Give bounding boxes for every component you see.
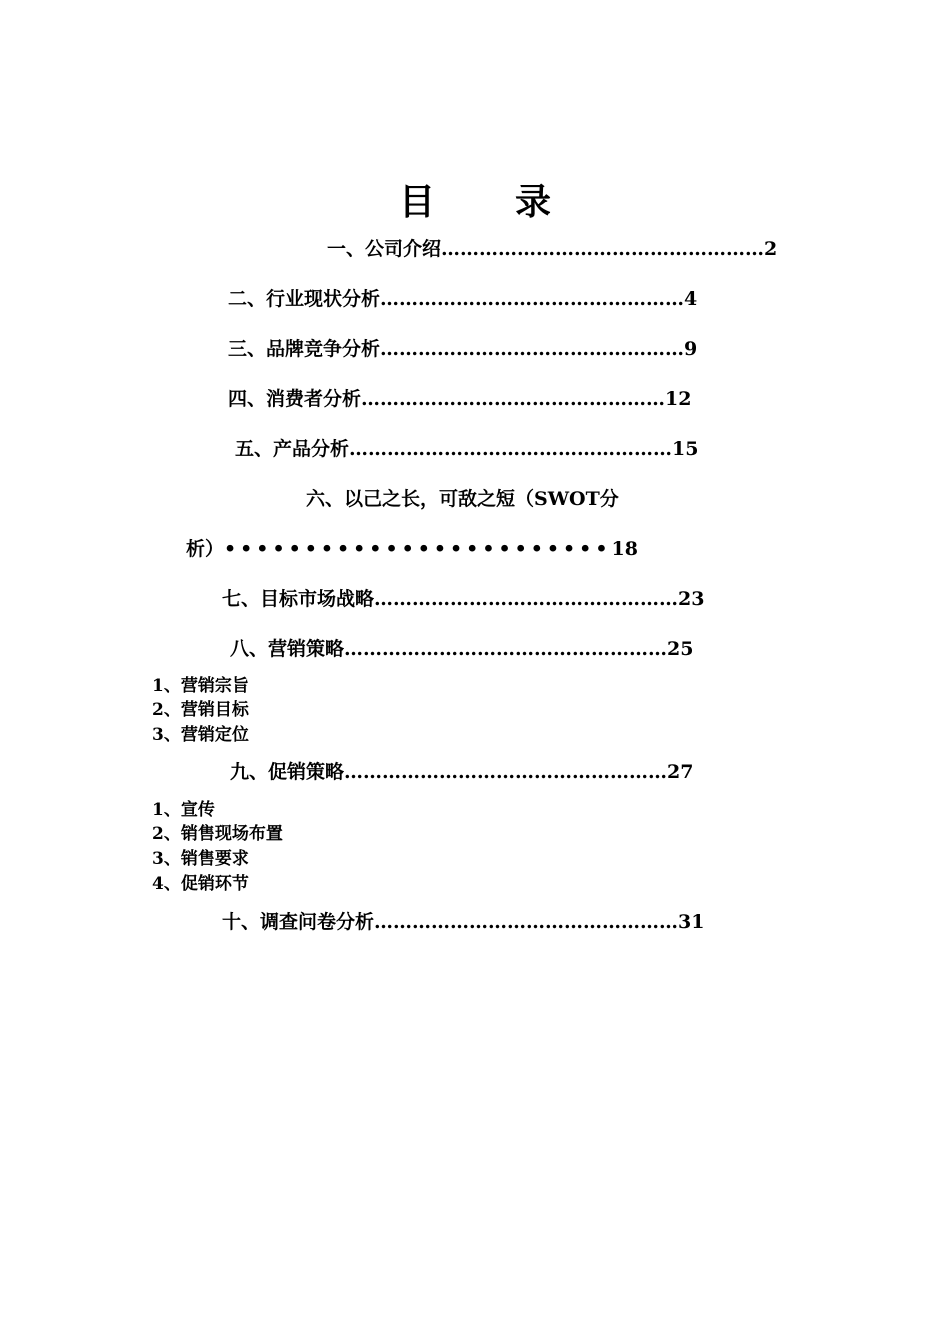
toc-page-number: 15 xyxy=(672,438,699,460)
toc-entry-label: 二、行业现状分析 xyxy=(228,288,381,310)
toc-leader: ………………………………………… xyxy=(374,911,679,933)
sub-item[interactable]: 4、促销环节 xyxy=(152,874,249,894)
toc-entry-label: 七、目标市场战略 xyxy=(222,588,375,610)
sub-item[interactable]: 1、宣传 xyxy=(152,800,215,820)
sub-item[interactable]: 3、销售要求 xyxy=(152,849,249,869)
title-char-1: 目 xyxy=(398,181,435,223)
toc-entry-label: 三、品牌竞争分析 xyxy=(228,338,381,360)
toc-entry-1[interactable] xyxy=(327,237,777,261)
toc-leader: …………………………………………… xyxy=(441,238,765,260)
toc-page-number: 31 xyxy=(678,911,705,933)
toc-entry-6-line-1[interactable] xyxy=(306,487,619,511)
toc-entry-2[interactable] xyxy=(228,287,697,311)
toc-entry-9[interactable] xyxy=(230,760,693,784)
toc-leader: …………………………………………… xyxy=(344,761,668,783)
sub-item[interactable]: 2、销售现场布置 xyxy=(152,824,283,844)
title-char-2: 录 xyxy=(515,181,552,223)
toc-leader: ………………………………………… xyxy=(380,288,685,310)
sub-item[interactable]: 2、营销目标 xyxy=(152,700,249,720)
toc-page-number: 12 xyxy=(665,388,692,410)
toc-page-number: 27 xyxy=(667,761,694,783)
toc-leader: ………………………………………… xyxy=(380,338,685,360)
toc-entry-4[interactable] xyxy=(228,387,691,411)
toc-entry-label: 八、营销策略 xyxy=(230,638,345,660)
toc-page-number: 25 xyxy=(667,638,694,660)
toc-entry-label: 十、调查问卷分析 xyxy=(222,911,375,933)
toc-leader: …………………………………………… xyxy=(344,638,668,660)
toc-page-number: 2 xyxy=(764,238,778,260)
toc-leader: ………………………………………… xyxy=(374,588,679,610)
toc-entry-label: 六、以己之长，可敌之短（SWOT分 xyxy=(306,488,619,510)
toc-title xyxy=(0,180,950,224)
toc-entry-8[interactable] xyxy=(230,637,693,661)
toc-entry-3[interactable] xyxy=(228,337,697,361)
toc-leader: …………………………………………… xyxy=(349,438,673,460)
toc-entry-label: 五、产品分析 xyxy=(235,438,350,460)
toc-entry-7[interactable] xyxy=(222,587,704,611)
toc-entry-label: 九、促销策略 xyxy=(230,761,345,783)
sub-item[interactable]: 3、营销定位 xyxy=(152,725,249,745)
toc-leader: •••••••••••••••••••••••• xyxy=(224,538,612,560)
toc-entry-label: 析） xyxy=(186,538,225,560)
toc-page-number: 4 xyxy=(684,288,698,310)
toc-page-number: 9 xyxy=(684,338,698,360)
toc-entry-label: 一、公司介绍 xyxy=(327,238,442,260)
sub-item[interactable]: 1、营销宗旨 xyxy=(152,676,249,696)
toc-page-number: 23 xyxy=(678,588,705,610)
toc-page-number: 18 xyxy=(611,538,638,560)
toc-leader: ………………………………………… xyxy=(361,388,666,410)
toc-entry-10[interactable] xyxy=(222,910,704,934)
toc-entry-6-line-2[interactable] xyxy=(186,537,638,561)
toc-entry-label: 四、消费者分析 xyxy=(228,388,362,410)
toc-entry-5[interactable] xyxy=(235,437,698,461)
